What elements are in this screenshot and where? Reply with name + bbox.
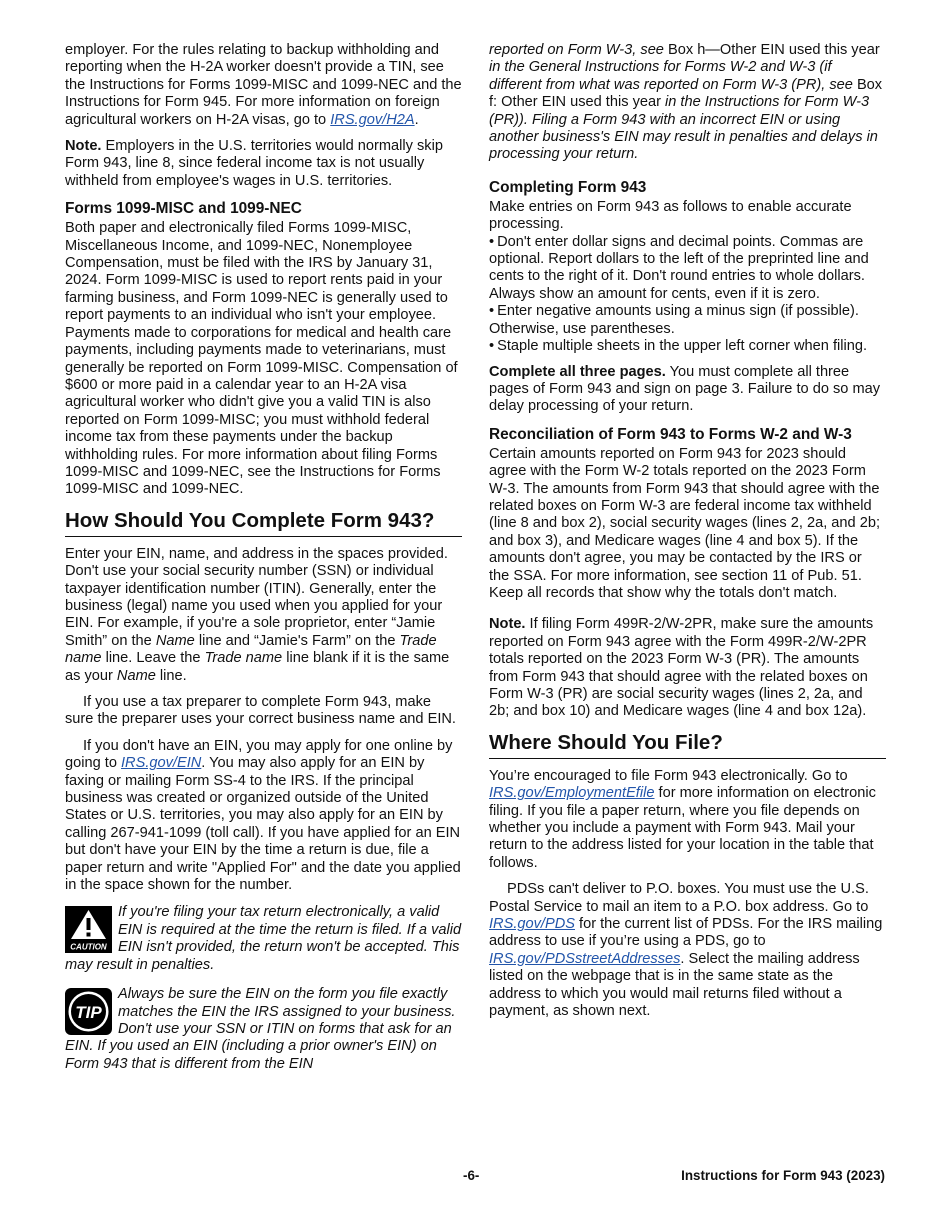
heading-forms-1099: Forms 1099-MISC and 1099-NEC (65, 200, 302, 218)
caution-icon-label: CAUTION (70, 942, 107, 952)
bullet-item (489, 303, 886, 338)
pds-paragraph: PDSs can't deliver to P.O. boxes. You must use the U.S. Postal Service to mail an item to a P.O. box address. Go to IRS.gov/PDS for the current list of PDSs. For the IRS mailing address to use if you’re using a PDS, go to IRS.gov/PDSstreetAddresses. Select the mailing address listed on the webpage that is in the same state as the address to which you would mail returns filed without a payment, as shown next. (489, 881, 883, 1020)
bullet-text: Staple multiple sheets in the upper left corner when filing. (497, 338, 868, 355)
web-link[interactable]: IRS.gov/EIN (121, 755, 202, 772)
caution-icon (65, 906, 112, 953)
page-number: -6- (463, 1168, 480, 1183)
web-link[interactable]: IRS.gov/EmploymentEfile (489, 785, 655, 802)
entries-bullet-list (489, 234, 886, 356)
web-link[interactable]: IRS.gov/PDSstreetAddresses (489, 950, 681, 967)
web-link[interactable]: IRS.gov/PDS (489, 916, 575, 933)
backup-withholding-paragraph: employer. For the rules relating to backup withholding and reporting when the H-2A worker doesn't provide a TIN, see the Instructions for Forms 1099-MISC and 1099-NEC and the Instructions for Form 945. For more information on foreign agricultural workers on H-2A visas, go to IRS.gov/H2A. (65, 42, 462, 128)
no-ein-paragraph: If you don't have an EIN, you may apply for one online by going to IRS.gov/EIN. You may also apply for an EIN by faxing or mailing Form SS-4 to the IRS. If the principal business was created or organized outside of the United States or U.S. territories, you may also apply for an EIN by calling 267-941-1099 (toll call). If you have applied for an EIN but don't have your EIN by the time a return is due, file a paper return and write "Applied For" and the date you applied in the space shown for the number. (65, 737, 461, 894)
file-paragraph: You’re encouraged to file Form 943 electronically. Go to IRS.gov/EmploymentEfile for more information on electronic filing. If you file a paper return, where you file depends on whether you include a payment with Form 943. Mail your return to the address listed for your location in the table that follows. (489, 767, 876, 871)
tip-icon-label: TIP (75, 1003, 102, 1023)
note-label: Note. (65, 138, 102, 155)
web-link[interactable]: IRS.gov/H2A (330, 111, 415, 128)
bullet-text: Enter negative amounts using a minus sign (if possible). Otherwise, use parentheses. (489, 303, 859, 337)
bullet-item (489, 338, 886, 355)
note-text: Employers in the U.S. territories would normally skip Form 943, line 8, since federal income tax is not usually withheld from employee's wages in U.S. territories. (65, 138, 443, 189)
heading-how-complete: How Should You Complete Form 943? (65, 508, 462, 537)
caution-note (65, 904, 462, 974)
bullet-text: Don't enter dollar signs and decimal points. Commas are optional. Report dollars to the left of the preprinted line and cents to the right of it. Don't round entries to whole dollars. Always show an amount for cents, even if it is zero. (489, 233, 869, 302)
heading-completing: Completing Form 943 (489, 178, 647, 196)
note-text: If filing Form 499R-2/W-2PR, make sure the amounts reported on Form 943 agree with the Form 499R-2/W-2PR totals reported on the 2023 Form W-3 (PR). The amounts from Form 943 that should agree with the related boxes on Form W-3 (PR) are social security wages (lines 2, 2a, and 2b; and box 10) and Medicare wages (line 4 and box 12a). (489, 616, 874, 720)
tip-text: Always be sure the EIN on the form you file exactly matches the EIN the IRS assigned to your business. Don't use your SSN or ITIN on forms that ask for an EIN. If you used an EIN (including a prior owner's EIN) on Form 943 that is different from the EIN (65, 986, 456, 1072)
tip-icon (65, 988, 112, 1035)
complete-pages-text: You must complete all three pages of Form 943 and sign on page 3. Failure to do so may delay processing of your return. (489, 363, 881, 415)
right-column (489, 42, 886, 1030)
forms-1099-paragraph: Both paper and electronically filed Forms 1099-MISC, Miscellaneous Income, and 1099-NEC, Nonemployee Compensation, must be filed with the IRS by January 31, 2024. Form 1099-MISC is used to report rents paid in your farming business, and Form 1099-NEC is generally used to report payments to an individual who isn't your employee. Payments made to corporations for medical and health care payments, including payments made to veterinarians, must generally be reported on Form 1099-MISC. Compensation of $600 or more paid in a calendar year to an H-2A visa agricultural worker who didn't give you a valid TIN is also reported on Form 1099-MISC; you must withhold federal income tax from these payments under the backup withholding rules. For more information about filing Forms 1099-MISC and 1099-NEC, see the Instructions for Forms 1099-MISC and 1099-NEC. (65, 220, 458, 498)
entries-paragraph: Make entries on Form 943 as follows to enable accurate processing. (489, 198, 852, 233)
tip-continuation-paragraph: reported on Form W-3, see Box h—Other EIN used this year in the General Instructions for Forms W-2 and W-3 (if different from what was reported on Form W-3 (PR), see Box f: Other EIN used this year in the Instructions for Form W-3 (PR)). Filing a Form 943 with an incorrect EIN or using another business's EIN may result in penalties and delays in processing your return. (489, 42, 883, 163)
reconciliation-paragraph: Certain amounts reported on Form 943 for 2023 should agree with the Form W-2 totals reported on the 2023 Form W-3. The amounts from Form 943 that should agree with the related boxes on Form W-3 are federal income tax withheld (line 8 and box 2), social security wages (lines 2, 2a, and 2b; and box 3), and Medicare wages (line 4 and box 5). If the amounts don't agree, you may be contacted by the IRS or the SSA. For more information, see section 11 of Pub. 51. Keep all records that show why the totals don't match. (489, 445, 881, 601)
heading-where-file: Where Should You File? (489, 730, 886, 759)
complete-pages-label: Complete all three pages. (489, 363, 666, 380)
territories-note (65, 138, 462, 190)
bullet-item (489, 234, 886, 304)
bullet-symbol: • (489, 303, 495, 320)
complete-pages-paragraph (489, 364, 886, 416)
bullet-symbol: • (489, 338, 495, 355)
caution-text: If you're filing your tax return electronically, a valid EIN is required at the time the return is filed. If a valid EIN isn't provided, the return won't be accepted. This may result in penalties. (65, 904, 462, 973)
heading-reconciliation: Reconciliation of Form 943 to Forms W-2 and W-3 (489, 425, 852, 443)
preparer-paragraph: If you use a tax preparer to complete Form 943, make sure the preparer uses your correct business name and EIN. (65, 694, 456, 728)
w3pr-note (489, 616, 886, 720)
ein-paragraph: Enter your EIN, name, and address in the spaces provided. Don't use your social security number (SSN) or individual taxpayer identification number (ITIN). Generally, enter the business (legal) name you used when you applied for your EIN. For example, if you're a sole proprietor, enter “Jamie Smith” on the Name line and “Jamie's Farm” on the Trade name line. Leave the Trade name line blank if it is the same as your Name line. (65, 545, 450, 684)
note-label: Note. (489, 616, 526, 633)
bullet-symbol: • (489, 233, 495, 250)
tip-note (65, 986, 462, 1073)
document-title: Instructions for Form 943 (2023) (681, 1168, 885, 1183)
left-column (65, 42, 462, 1085)
